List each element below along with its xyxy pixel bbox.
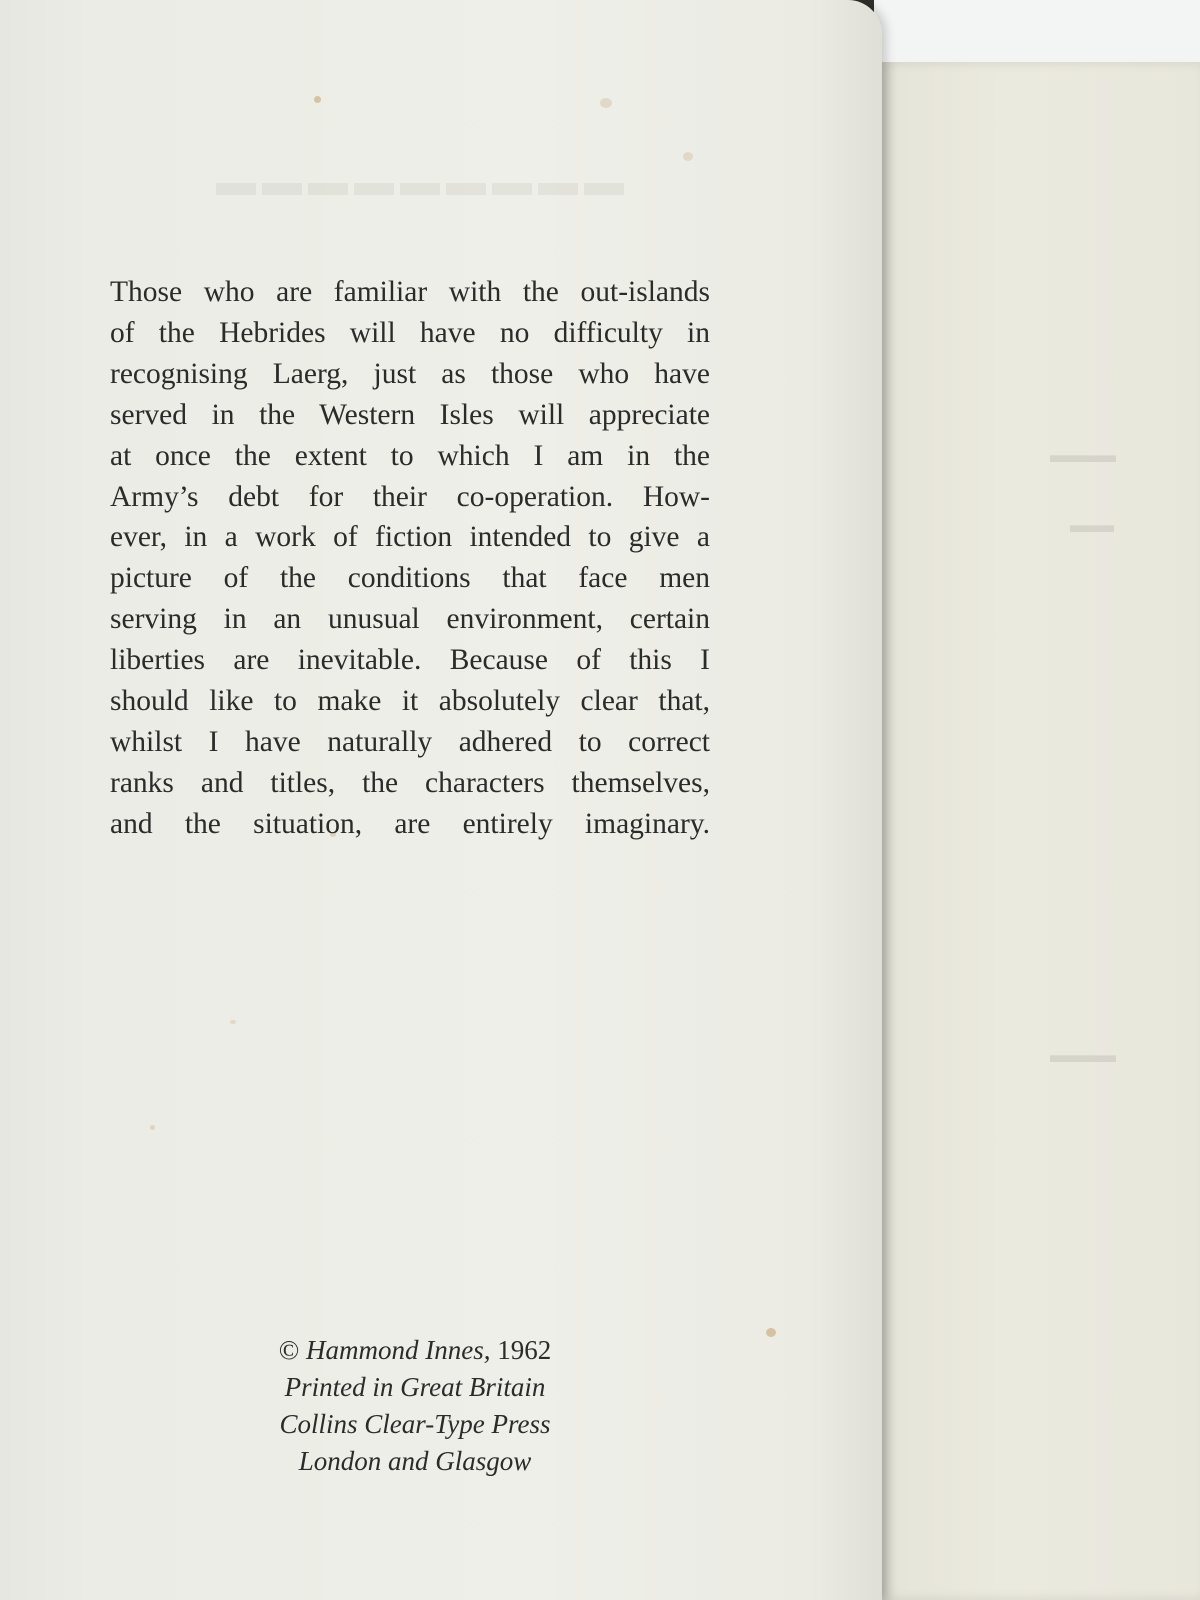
- foxing-spot: [683, 152, 693, 161]
- note-line: should like to make it absolutely clear that,: [110, 685, 710, 718]
- note-line: and the situation, are entirely imaginary.: [110, 807, 710, 840]
- note-line: liberties are inevitable. Because of this I: [110, 644, 710, 677]
- show-through-text: ▬▬▬: [1050, 442, 1116, 467]
- note-line: of the Hebrides will have no difficulty in: [110, 316, 710, 349]
- foxing-spot: [230, 1020, 236, 1024]
- note-line: picture of the conditions that face men: [110, 562, 710, 595]
- note-line: ranks and titles, the characters themselves,: [110, 766, 710, 799]
- foxing-spot: [150, 1125, 155, 1130]
- press-line: Collins Clear-Type Press: [279, 1409, 551, 1439]
- author-note: [110, 272, 710, 845]
- foxing-spot: [766, 1328, 776, 1337]
- note-line: ever, in a work of fiction intended to give a: [110, 521, 710, 554]
- copyright-symbol: ©: [278, 1335, 300, 1365]
- facing-page: [880, 62, 1200, 1600]
- foxing-spot: [314, 96, 321, 103]
- note-line: Those who are familiar with the out-islands: [110, 276, 710, 308]
- colophon: [230, 1332, 600, 1480]
- note-line: whilst I have naturally adhered to correct: [110, 725, 710, 758]
- show-through-text: ▬▬: [1070, 512, 1114, 537]
- note-line: at once the extent to which I am in the: [110, 439, 710, 472]
- copyright-line: [230, 1332, 600, 1369]
- note-line: recognising Laerg, just as those who have: [110, 357, 710, 390]
- printed-line: Printed in Great Britain: [284, 1372, 546, 1402]
- note-line: serving in an unusual environment, certain: [110, 603, 710, 636]
- copyright-year: 1962: [497, 1335, 552, 1365]
- show-through-title: ▬▬▬▬▬▬▬▬▬: [210, 159, 624, 204]
- note-line: served in the Western Isles will appreciate: [110, 398, 710, 431]
- place-line: London and Glasgow: [298, 1446, 532, 1476]
- author-name: Hammond Innes,: [306, 1335, 491, 1365]
- show-through-text: ▬▬▬: [1050, 1042, 1116, 1067]
- note-line: Army’s debt for their co-operation. How-: [110, 480, 710, 513]
- foxing-spot: [600, 98, 612, 108]
